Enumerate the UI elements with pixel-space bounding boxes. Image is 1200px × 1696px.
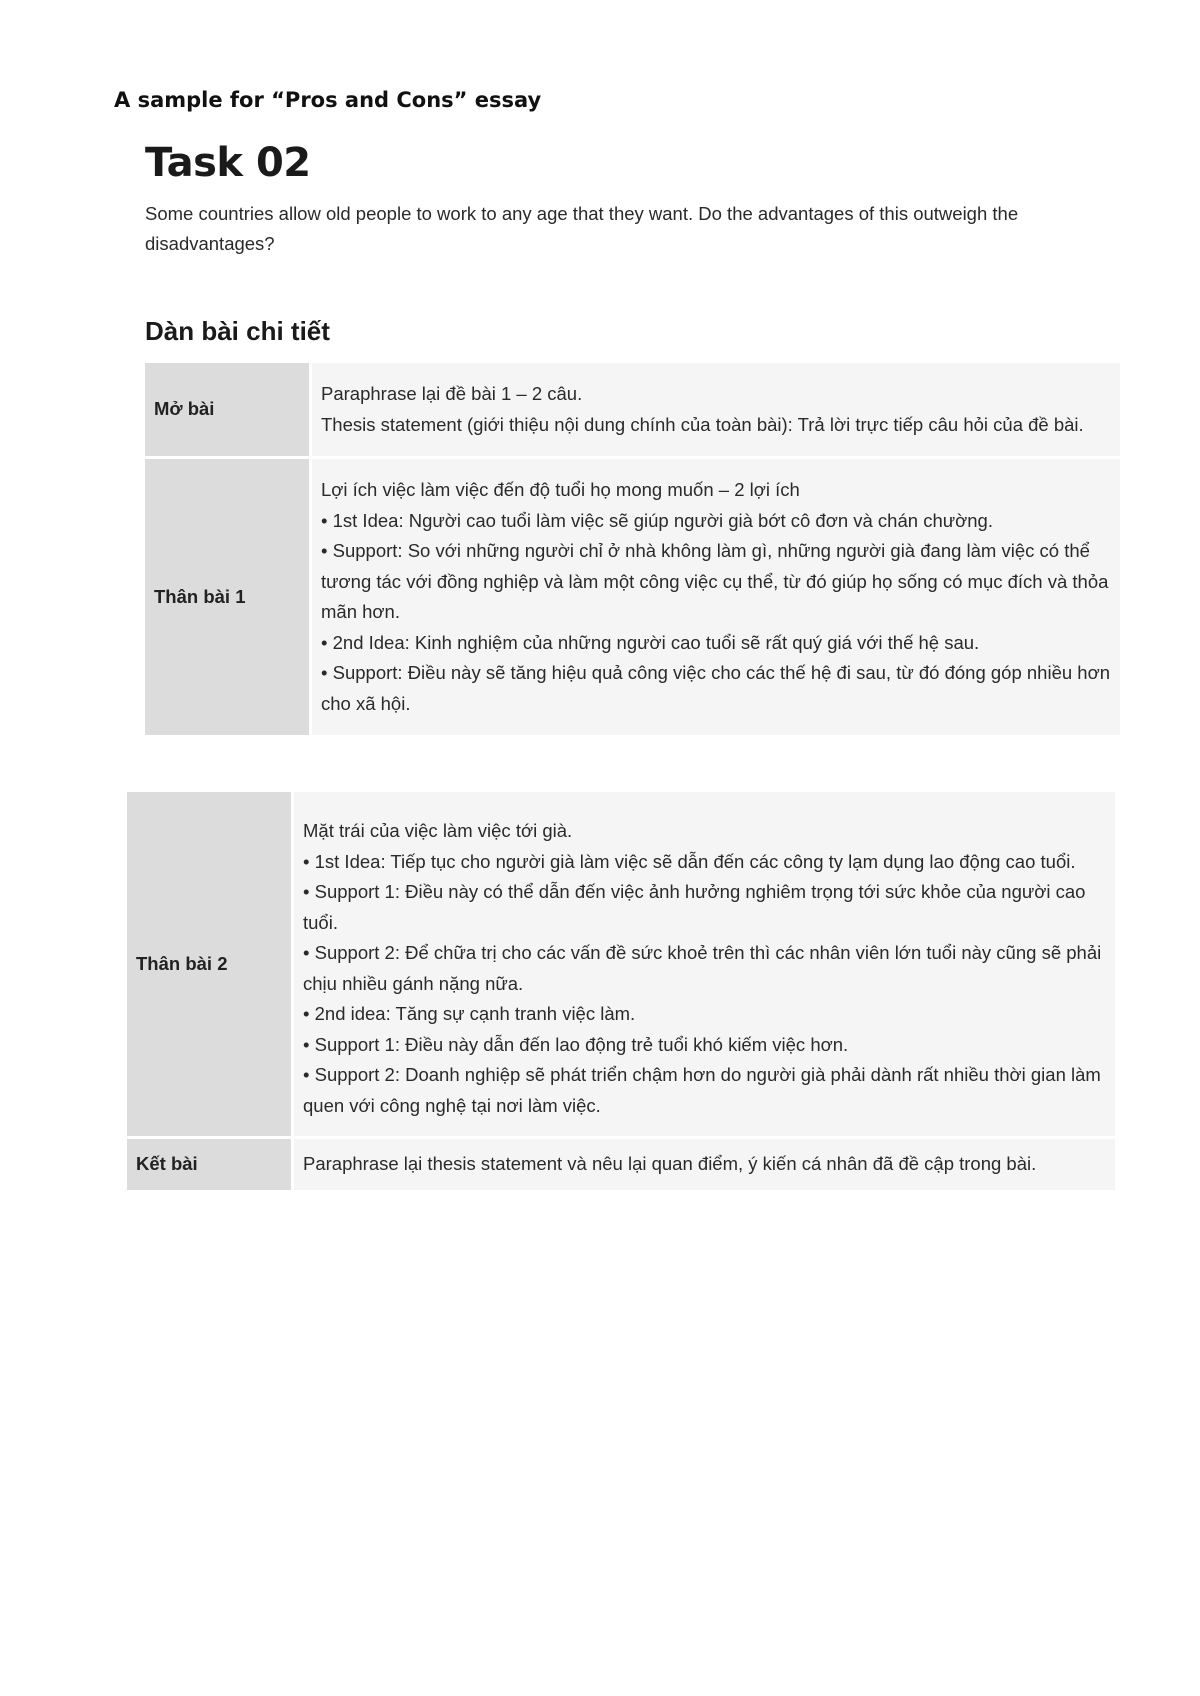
row-content xyxy=(312,459,1120,735)
bullet-line: • Support 2: Doanh nghiệp sẽ phát triển chậm hơn do người già phải dành rất nhiều thời gian làm quen với công nghệ tại nơi làm việc. xyxy=(303,1064,1101,1116)
task-title: Task 02 xyxy=(145,140,311,186)
content-line: Lợi ích việc làm việc đến độ tuổi họ mong muốn – 2 lợi ích xyxy=(321,479,800,500)
bullet-line: • 1st Idea: Tiếp tục cho người già làm việc sẽ dẫn đến các công ty lạm dụng lao động cao tuổi. xyxy=(303,850,1076,872)
row-content xyxy=(294,792,1115,1136)
bullet-line: • Support: Điều này sẽ tăng hiệu quả công việc cho các thế hệ đi sau, từ đó đóng góp nhiều hơn cho xã hội. xyxy=(321,662,1111,714)
bullet-line: • 1st Idea: Người cao tuổi làm việc sẽ giúp người già bớt cô đơn và chán chường. xyxy=(321,509,993,531)
outline-row-mo-bai xyxy=(145,363,1120,456)
outline-row-than-bai-1 xyxy=(145,459,1120,735)
bullet-line: • Support: So với những người chỉ ở nhà không làm gì, những người già đang làm việc có thể tương tác với đồng nghiệp và làm một công việc cụ thể, từ đó giúp họ sống có mục đích và thỏa mãn hơn. xyxy=(321,540,1109,622)
row-content xyxy=(294,1139,1115,1190)
bullet-line: • Support 2: Để chữa trị cho các vấn đề sức khoẻ trên thì các nhân viên lớn tuổi này cũng sẽ phải chịu nhiều gánh nặng nữa. xyxy=(303,942,1102,994)
content-line: Paraphrase lại đề bài 1 – 2 câu. xyxy=(321,383,583,404)
outline-table-1 xyxy=(145,360,1120,738)
row-label: Kết bài xyxy=(127,1139,294,1190)
outline-table-2 xyxy=(127,789,1115,1193)
bullet-line: • Support 1: Điều này có thể dẫn đến việc ảnh hưởng nghiêm trọng tới sức khỏe của người cao tuổi. xyxy=(303,881,1086,933)
row-label: Mở bài xyxy=(145,363,312,456)
bullet-line: • 2nd Idea: Kinh nghiệm của những người cao tuổi sẽ rất quý giá với thế hệ sau. xyxy=(321,631,980,653)
content-line: Paraphrase lại thesis statement và nêu lại quan điểm, ý kiến cá nhân đã đề cập trong bài. xyxy=(303,1153,1037,1174)
content-line: Thesis statement (giới thiệu nội dung chính của toàn bài): Trả lời trực tiếp câu hỏi của đề bài. xyxy=(321,413,1084,435)
document-heading: A sample for “Pros and Cons” essay xyxy=(114,88,542,112)
row-label: Thân bài 2 xyxy=(127,792,294,1136)
bullet-line: • 2nd idea: Tăng sự cạnh tranh việc làm. xyxy=(303,1003,636,1024)
bullet-line: • Support 1: Điều này dẫn đến lao động trẻ tuổi khó kiếm việc hơn. xyxy=(303,1033,849,1055)
task-prompt: Some countries allow old people to work to any age that they want. Do the advantages of this outweigh the disadvantages? xyxy=(145,203,1019,254)
outline-row-ket-bai xyxy=(127,1139,1115,1190)
row-label: Thân bài 1 xyxy=(145,459,312,735)
row-content xyxy=(312,363,1120,456)
outline-row-than-bai-2 xyxy=(127,792,1115,1136)
content-line: Mặt trái của việc làm việc tới già. xyxy=(303,820,573,841)
outline-title: Dàn bài chi tiết xyxy=(145,316,330,346)
